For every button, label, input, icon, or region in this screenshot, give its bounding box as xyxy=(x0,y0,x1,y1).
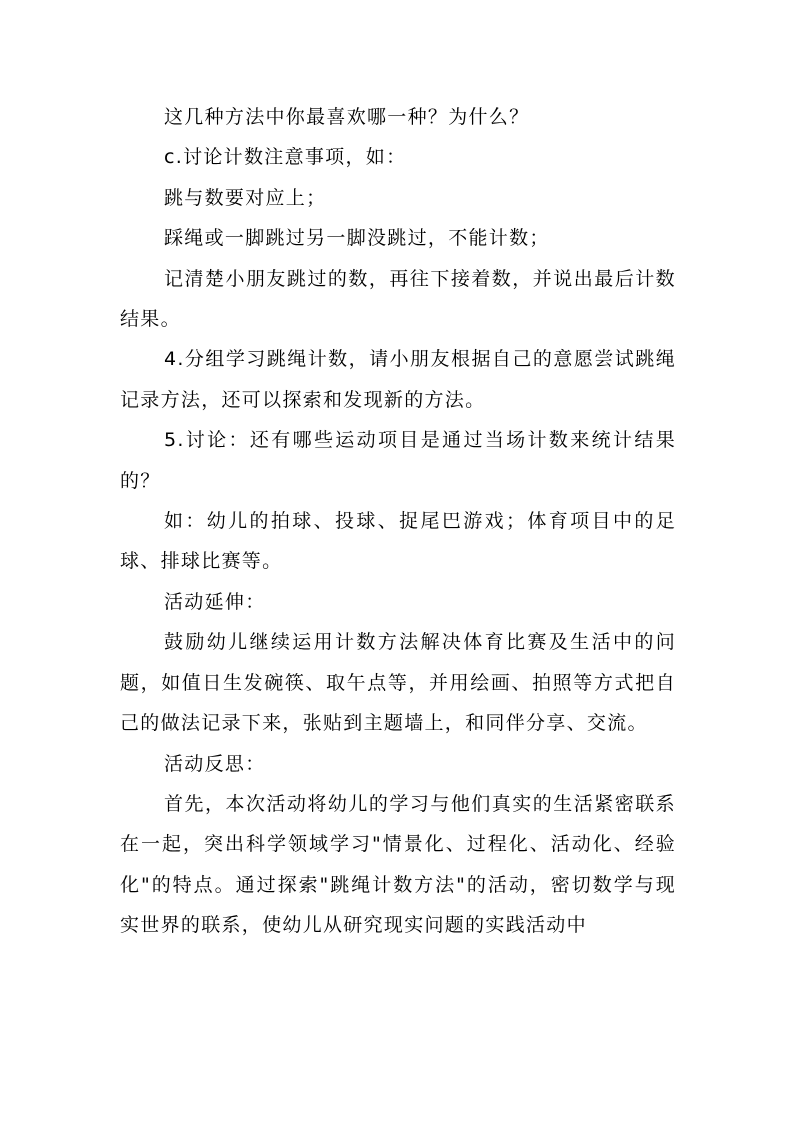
paragraph-note-jump-count-match: 跳与数要对应上； xyxy=(164,186,327,209)
paragraph-activity-extension: 鼓励幼儿继续运用计数方法解决体育比赛及生活中的问题，如值日生发碗筷、取午点等，并用绘画、拍照等方式把自己的做法记录下来，张贴到主题墙上，和同伴分享、交流。 xyxy=(120,631,676,735)
paragraph-counting-notes-heading: c.讨论计数注意事项，如： xyxy=(164,146,407,169)
paragraph-favorite-method-question: 这几种方法中你最喜欢哪一种？为什么？ xyxy=(164,106,530,128)
paragraph-sports-examples: 如：幼儿的拍球、投球、捉尾巴游戏；体育项目中的足球、排球比赛等。 xyxy=(120,510,676,573)
section-heading-activity-reflection: 活动反思： xyxy=(164,752,266,775)
paragraph-activity-reflection: 首先，本次活动将幼儿的学习与他们真实的生活紧密联系在一起，突出科学领域学习"情景化、过程化、活动化、经验化"的特点。通过探索"跳绳计数方法"的活动，密切数学与现实世界的联系，使幼儿从研究现实问题的实践活动中 xyxy=(120,792,676,937)
document-body xyxy=(120,97,676,946)
paragraph-note-invalid-jump: 踩绳或一脚跳过另一脚没跳过，不能计数； xyxy=(164,227,550,250)
section-heading-activity-extension: 活动延伸： xyxy=(164,590,266,613)
paragraph-note-remember-count: 记清楚小朋友跳过的数，再往下接着数，并说出最后计数结果。 xyxy=(120,267,676,331)
paragraph-step-5-discussion: 5.讨论：还有哪些运动项目是通过当场计数来统计结果的？ xyxy=(120,429,676,492)
paragraph-step-4-group-learning: 4.分组学习跳绳计数，请小朋友根据自己的意愿尝试跳绳记录方法，还可以探索和发现新的方法。 xyxy=(120,348,676,411)
